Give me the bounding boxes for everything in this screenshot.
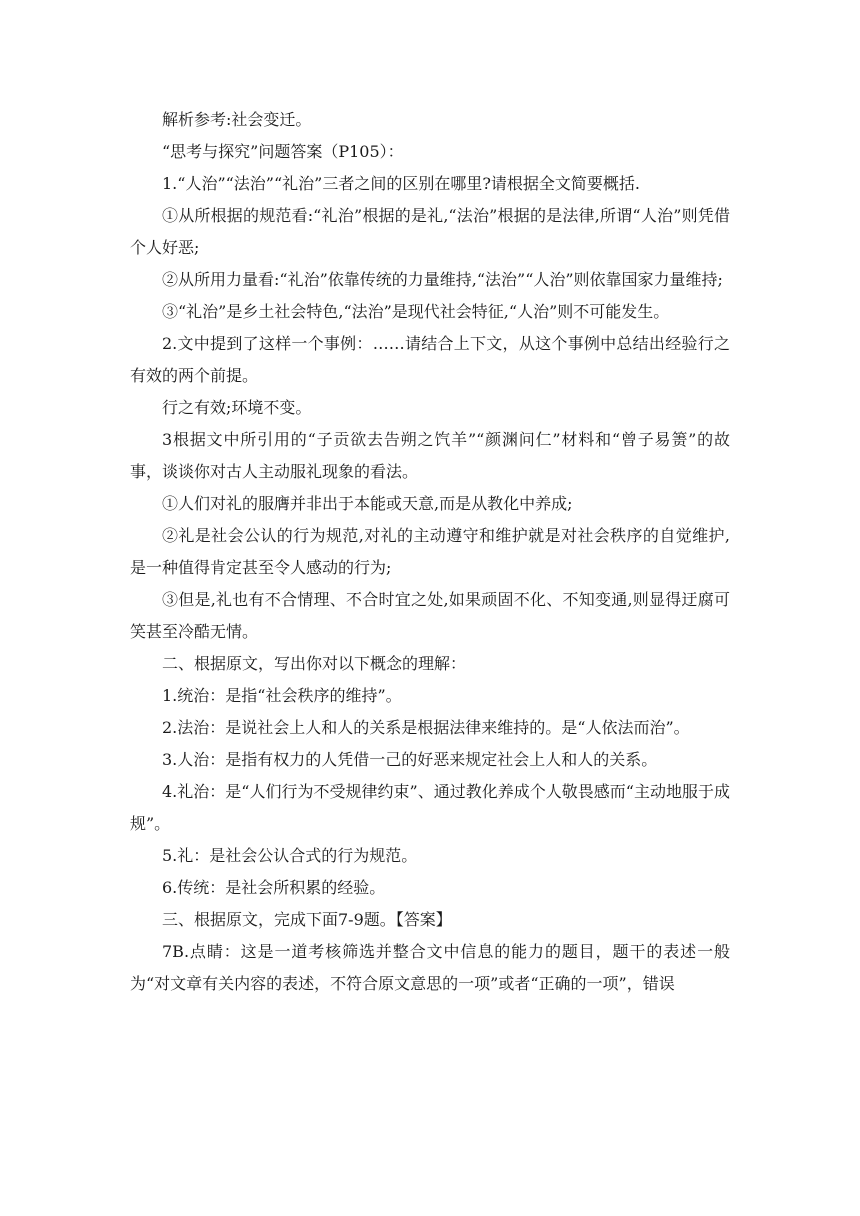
paragraph: ②礼是社会公认的行为规范,对礼的主动遵守和维护就是对社会秩序的自觉维护,是一种值得肯定甚至令人感动的行为; bbox=[130, 526, 730, 577]
paragraph: ①人们对礼的服膺并非出于本能或天意,而是从教化中养成; bbox=[162, 494, 573, 513]
section-heading: 二、根据原文，写出你对以下概念的理解： bbox=[162, 654, 467, 673]
paragraph: 1.“人治”“法治”“礼治”三者之间的区别在哪里?请根据全文简要概括. bbox=[162, 174, 641, 193]
document-page bbox=[130, 104, 730, 1000]
paragraph: ②从所用力量看:“礼治”依靠传统的力量维持,“法治”“人治”则依靠国家力量维持; bbox=[162, 270, 723, 289]
paragraph: ①从所根据的规范看:“礼治”根据的是礼,“法治”根据的是法律,所谓“人治”则凭借个人好恶; bbox=[130, 206, 730, 257]
paragraph: ③“礼治”是乡土社会特色,“法治”是现代社会特征,“人治”则不可能发生。 bbox=[162, 302, 670, 321]
paragraph: 7B.点睛：这是一道考核筛选并整合文中信息的能力的题目，题干的表述一般为“对文章有关内容的表述，不符合原文意思的一项”或者“正确的一项”，错误 bbox=[130, 942, 730, 993]
paragraph: “思考与探究”问题答案（P105）： bbox=[162, 142, 404, 161]
paragraph: 行之有效;环境不变。 bbox=[162, 398, 312, 417]
paragraph: ③但是,礼也有不合情理、不合时宜之处,如果顽固不化、不知变通,则显得迂腐可笑甚至冷酷无情。 bbox=[130, 590, 730, 641]
paragraph: 5.礼：是社会公认合式的行为规范。 bbox=[162, 846, 418, 865]
paragraph: 3根据文中所引用的“子贡欲去告朔之饩羊”“颜渊问仁”材料和“曾子易箦”的故事，谈谈你对古人主动服礼现象的看法。 bbox=[130, 430, 730, 481]
paragraph: 2.文中提到了这样一个事例：……请结合上下文，从这个事例中总结出经验行之有效的两个前提。 bbox=[130, 334, 730, 385]
paragraph: 解析参考:社会变迁。 bbox=[162, 110, 312, 129]
paragraph: 4.礼治：是“人们行为不受规律约束”、通过教化养成个人敬畏感而“主动地服于成规”。 bbox=[130, 782, 730, 833]
paragraph: 6.传统：是社会所积累的经验。 bbox=[162, 878, 386, 897]
section-heading: 三、根据原文，完成下面7-9题。【答案】 bbox=[162, 910, 452, 929]
paragraph: 2.法治：是说社会上人和人的关系是根据法律来维持的。是“人依法而治”。 bbox=[162, 718, 690, 737]
paragraph: 3.人治：是指有权力的人凭借一己的好恶来规定社会上人和人的关系。 bbox=[162, 750, 658, 769]
paragraph: 1.统治：是指“社会秩序的维持”。 bbox=[162, 686, 402, 705]
